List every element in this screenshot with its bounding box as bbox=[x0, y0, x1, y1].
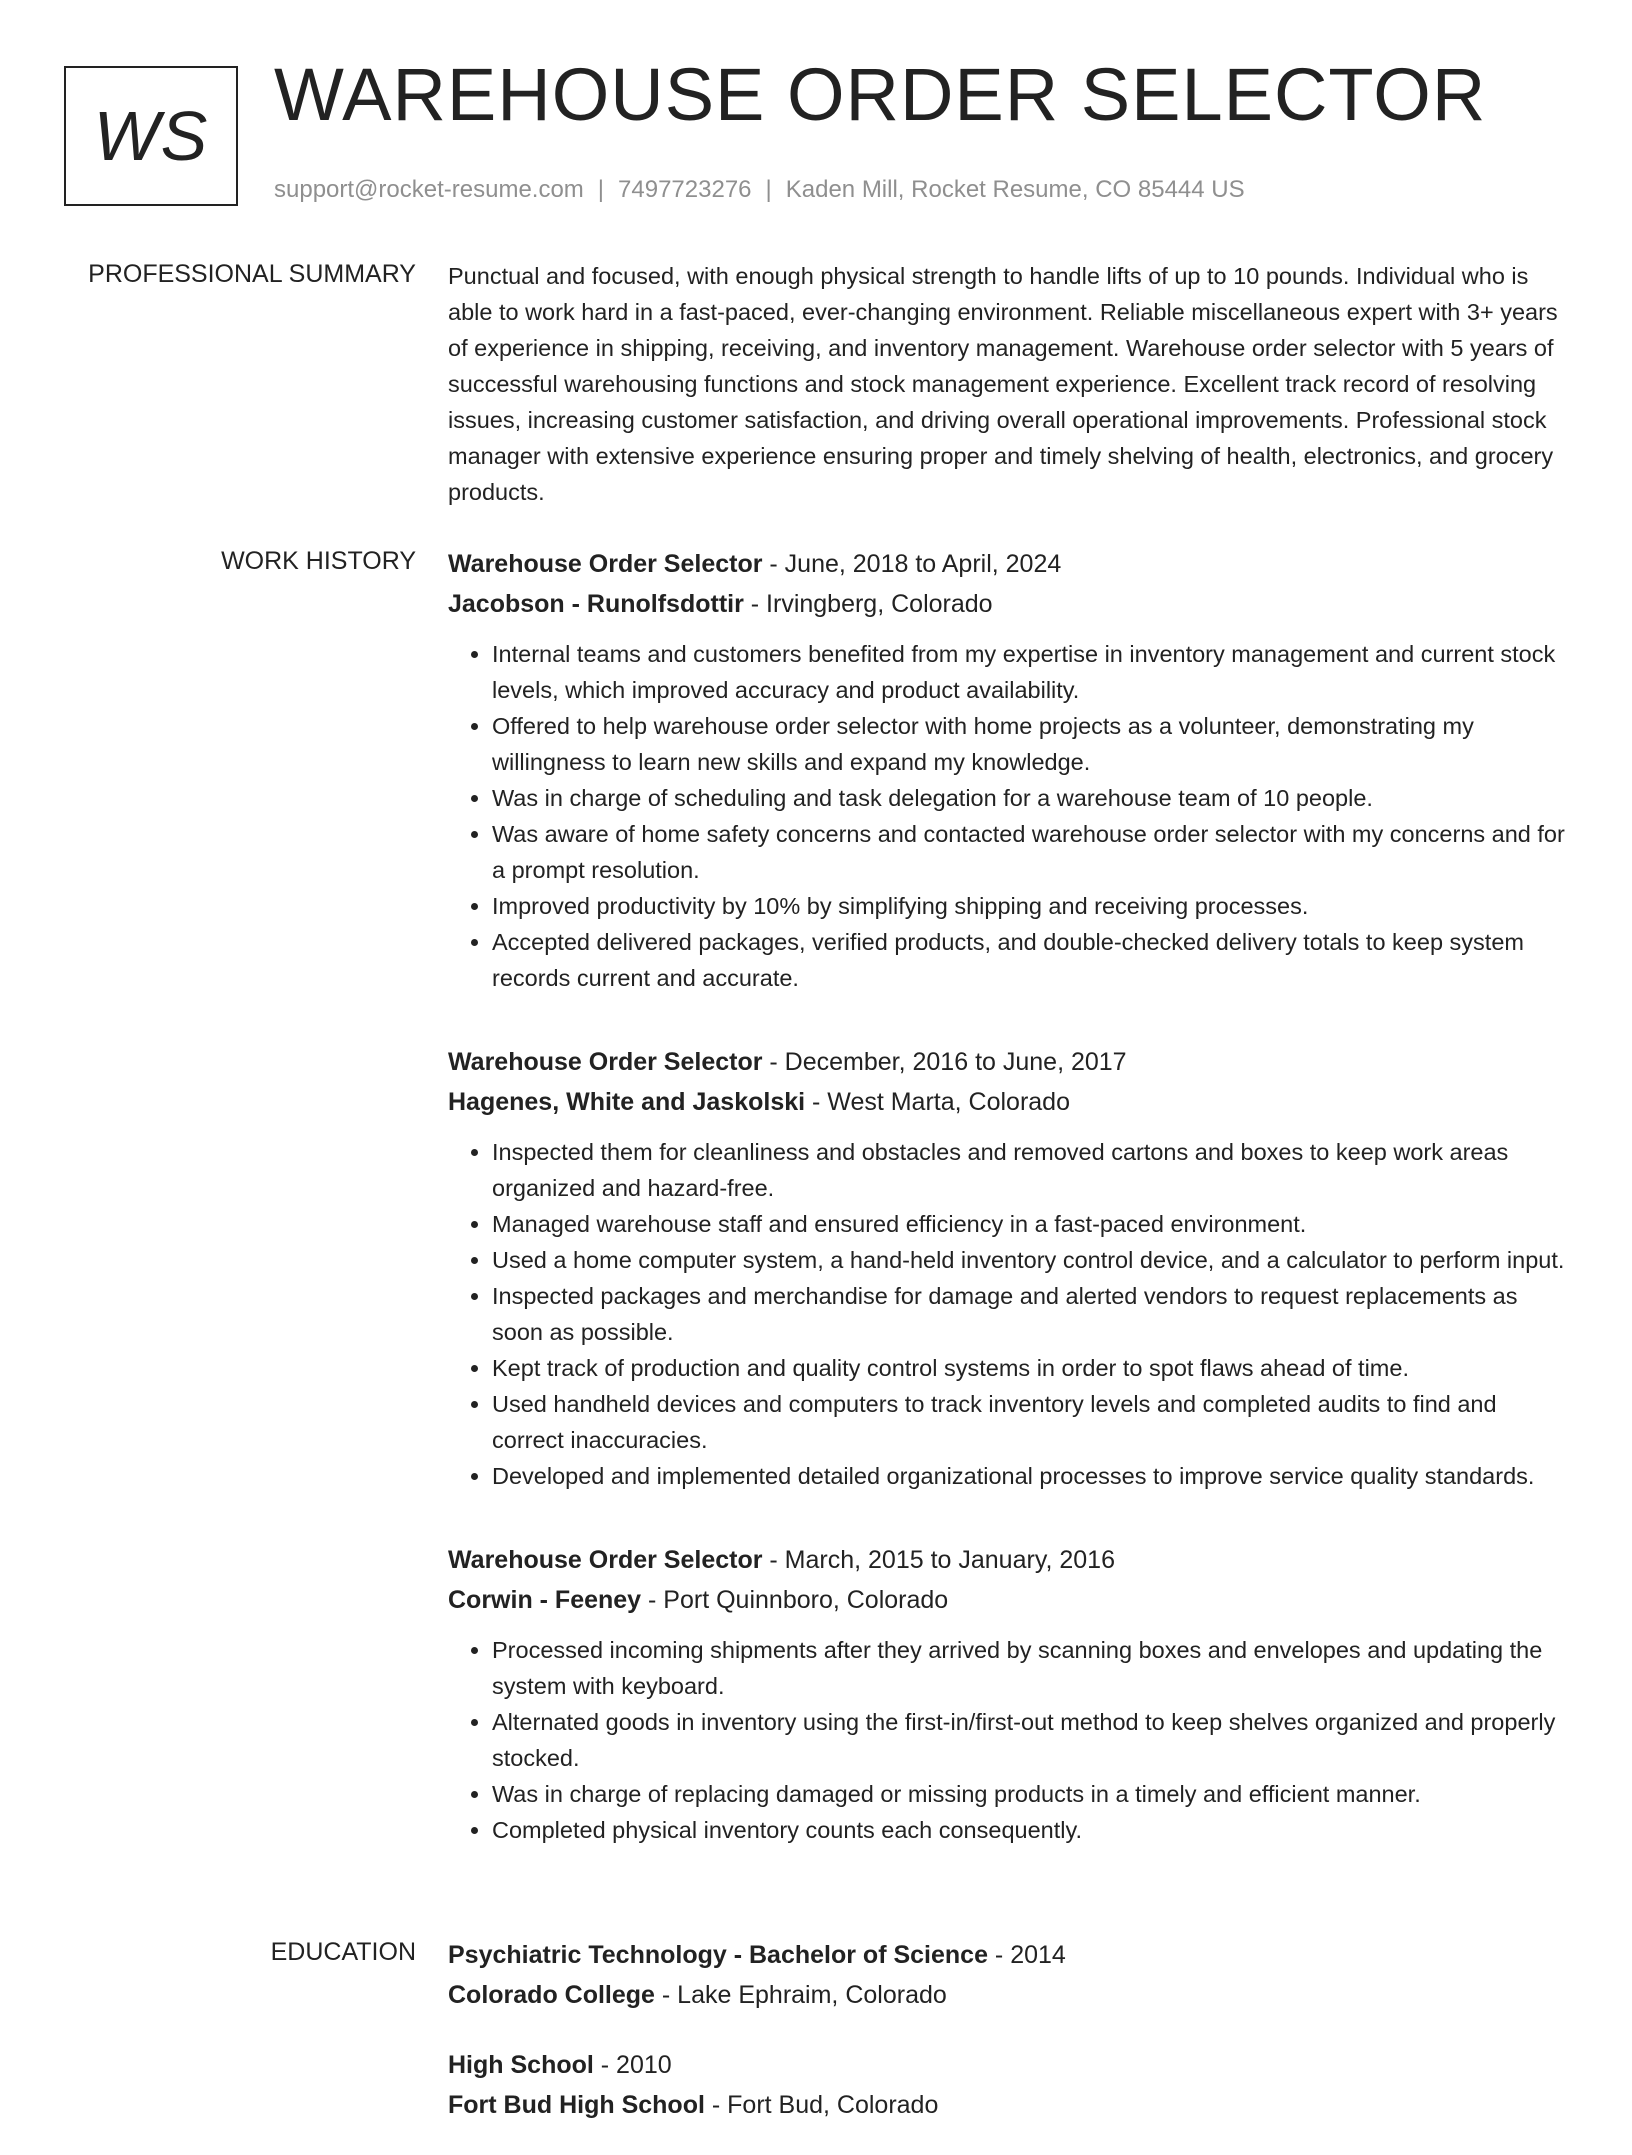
job-location: - Port Quinnboro, Colorado bbox=[641, 1586, 949, 1614]
education-entry bbox=[448, 2045, 1568, 2125]
job-title-line bbox=[448, 1540, 1568, 1580]
education-year: - 2014 bbox=[987, 1941, 1066, 1969]
contact-separator: | bbox=[597, 176, 605, 203]
education-degree: High School bbox=[448, 2051, 594, 2079]
job-bullet: • Managed warehouse staff and ensured efficiency in a fast-paced environment. bbox=[492, 1206, 1568, 1242]
job-title-line bbox=[448, 544, 1568, 584]
education-school-line bbox=[448, 2085, 1568, 2125]
education-school-line bbox=[448, 1975, 1568, 2015]
job-title-line bbox=[448, 1042, 1568, 1082]
job-title: Warehouse Order Selector bbox=[448, 550, 763, 578]
job-bullet: • Used a home computer system, a hand-held inventory control device, and a calculator to perform input. bbox=[492, 1242, 1568, 1278]
education-degree-line bbox=[448, 2045, 1568, 2085]
job-bullet: • Alternated goods in inventory using the first-in/first-out method to keep shelves organized and properly stocked. bbox=[492, 1704, 1568, 1776]
job-bullet: • Inspected them for cleanliness and obstacles and removed cartons and boxes to keep work areas organized and hazard-free. bbox=[492, 1134, 1568, 1206]
resume-name-title: WAREHOUSE ORDER SELECTOR bbox=[274, 53, 1487, 136]
job-bullet: • Completed physical inventory counts each consequently. bbox=[492, 1812, 1568, 1848]
job-bullets bbox=[448, 636, 1568, 996]
contact-separator: | bbox=[765, 176, 772, 203]
job-company: Corwin - Feeney bbox=[448, 1586, 642, 1614]
education-degree-line bbox=[448, 1935, 1568, 1975]
education-degree: Psychiatric Technology - Bachelor of Science bbox=[448, 1941, 988, 1969]
education-school: Colorado College bbox=[448, 1981, 655, 2009]
job-title: Warehouse Order Selector bbox=[448, 1048, 763, 1076]
job-bullet: • Processed incoming shipments after they arrived by scanning boxes and envelopes and updating the system with keyboard. bbox=[492, 1632, 1568, 1704]
job-bullet: • Offered to help warehouse order selector with home projects as a volunteer, demonstrating my willingness to learn new skills and expand my knowledge. bbox=[492, 708, 1568, 780]
job-entry bbox=[448, 544, 1568, 996]
job-company-line bbox=[448, 1580, 1568, 1620]
section-label-summary: PROFESSIONAL SUMMARY bbox=[88, 260, 416, 288]
job-bullet: • Developed and implemented detailed organizational processes to improve service quality standards. bbox=[492, 1458, 1568, 1494]
education-location: - Fort Bud, Colorado bbox=[704, 2091, 939, 2119]
job-bullet: • Was in charge of replacing damaged or missing products in a timely and efficient manner. bbox=[492, 1776, 1568, 1812]
education-body bbox=[448, 1935, 1568, 2155]
job-bullet: • Improved productivity by 10% by simplifying shipping and receiving processes. bbox=[492, 888, 1568, 924]
education-location: - Lake Ephraim, Colorado bbox=[654, 1981, 947, 2009]
job-dates: - March, 2015 to January, 2016 bbox=[762, 1546, 1115, 1574]
job-location: - West Marta, Colorado bbox=[805, 1088, 1070, 1116]
job-company-line bbox=[448, 1082, 1568, 1122]
job-bullets bbox=[448, 1632, 1568, 1848]
job-bullet: • Kept track of production and quality control systems in order to spot flaws ahead of time. bbox=[492, 1350, 1568, 1386]
contact-phone[interactable]: 7497723276 bbox=[618, 176, 752, 203]
job-bullets bbox=[448, 1134, 1568, 1494]
education-year: - 2010 bbox=[593, 2051, 672, 2079]
job-dates: - June, 2018 to April, 2024 bbox=[762, 550, 1062, 578]
education-entry bbox=[448, 1935, 1568, 2015]
section-label-work-history: WORK HISTORY bbox=[221, 547, 416, 575]
summary-text: Punctual and focused, with enough physical strength to handle lifts of up to 10 pounds. Individual who is able to work hard in a fast-paced, ever-changing environment. Reliable miscellaneous expert with 3+ years of experience in shipping, receiving, and inventory management. Warehouse order selector with 5 years of successful warehousing functions and stock management experience. Excellent track record of resolving issues, increasing customer satisfaction, and driving overall operational improvements. Professional stock manager with extensive experience ensuring proper and timely shelving of health, electronics, and grocery products. bbox=[448, 263, 1558, 505]
job-dates: - December, 2016 to June, 2017 bbox=[762, 1048, 1127, 1076]
work-history-body bbox=[448, 544, 1568, 1894]
section-label-education: EDUCATION bbox=[270, 1938, 416, 1966]
job-bullet: • Was aware of home safety concerns and contacted warehouse order selector with my concerns and for a prompt resolution. bbox=[492, 816, 1568, 888]
education-school: Fort Bud High School bbox=[448, 2091, 705, 2119]
job-bullet: • Internal teams and customers benefited from my expertise in inventory management and current stock levels, which improved accuracy and product availability. bbox=[492, 636, 1568, 708]
contact-email[interactable]: support@rocket-resume.com bbox=[274, 176, 584, 203]
monogram-text: WS bbox=[93, 97, 209, 175]
job-bullet: • Accepted delivered packages, verified products, and double-checked delivery totals to keep system records current and accurate. bbox=[492, 924, 1568, 996]
job-bullet: • Used handheld devices and computers to track inventory levels and completed audits to find and correct inaccuracies. bbox=[492, 1386, 1568, 1458]
job-entry bbox=[448, 1540, 1568, 1848]
contact-address: Kaden Mill, Rocket Resume, CO 85444 US bbox=[785, 176, 1245, 203]
job-company: Jacobson - Runolfsdottir bbox=[448, 590, 744, 618]
job-title: Warehouse Order Selector bbox=[448, 1546, 763, 1574]
summary-body bbox=[448, 258, 1568, 510]
job-location: - Irvingberg, Colorado bbox=[743, 590, 993, 618]
contact-line bbox=[274, 176, 1245, 204]
monogram-logo bbox=[64, 66, 238, 206]
job-company: Hagenes, White and Jaskolski bbox=[448, 1088, 806, 1116]
job-company-line bbox=[448, 584, 1568, 624]
job-entry bbox=[448, 1042, 1568, 1494]
job-bullet: • Inspected packages and merchandise for damage and alerted vendors to request replacements as soon as possible. bbox=[492, 1278, 1568, 1350]
job-bullet: • Was in charge of scheduling and task delegation for a warehouse team of 10 people. bbox=[492, 780, 1568, 816]
